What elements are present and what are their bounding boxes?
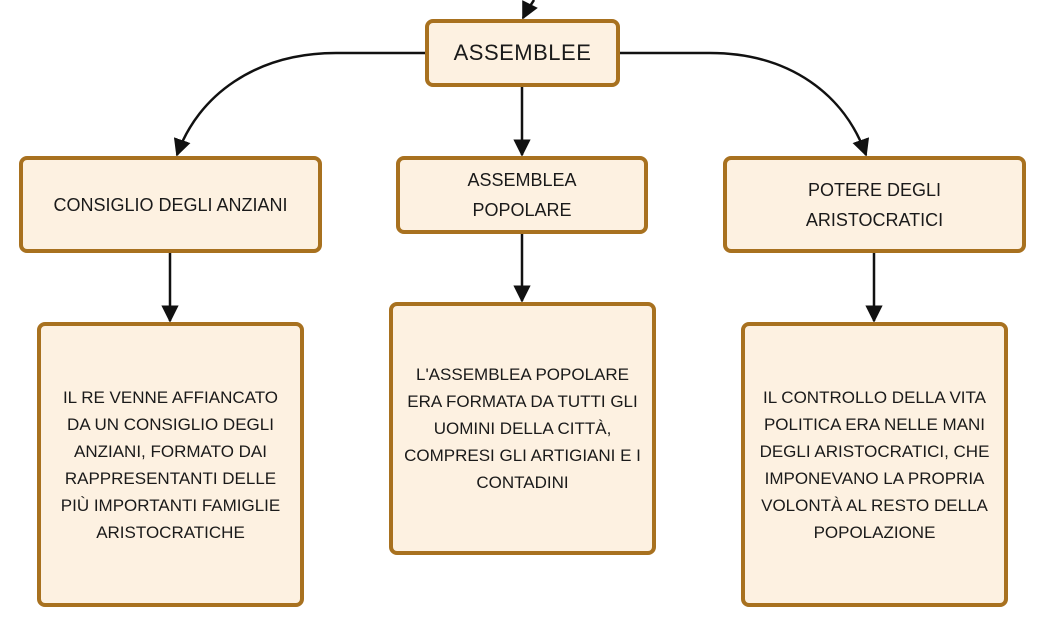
description-assemblea-text: L'ASSEMBLEA POPOLARE ERA FORMATA DA TUTTI GLI UOMINI DELLA CITTÀ, COMPRESI GLI ARTIGIANI E I CONTADINI xyxy=(404,365,641,492)
root-node-assemblee[interactable] xyxy=(425,19,620,87)
node-potere-label: POTERE DEGLI ARISTOCRATICI xyxy=(805,179,944,230)
incoming-connector xyxy=(523,0,534,18)
node-assemblea-label: ASSEMBLEA POPOLARE xyxy=(467,170,577,220)
connector-root-to-consiglio xyxy=(177,53,425,155)
description-assemblea-popolare[interactable] xyxy=(389,302,656,555)
description-potere-degli-aristocratici[interactable] xyxy=(741,322,1008,607)
node-consiglio-degli-anziani[interactable] xyxy=(19,156,322,253)
description-consiglio-text: IL RE VENNE AFFIANCATO DA UN CONSIGLIO DEGLI ANZIANI, FORMATO DAI RAPPRESENTANTI DELLE PIÙ IMPORTANTI FAMIGLIE ARISTOCRATICHE xyxy=(60,387,281,542)
node-potere-degli-aristocratici[interactable] xyxy=(723,156,1026,253)
node-consiglio-label: CONSIGLIO DEGLI ANZIANI xyxy=(53,194,288,215)
root-node-label: ASSEMBLEE xyxy=(453,40,592,65)
connector-root-to-potere xyxy=(620,53,866,155)
description-consiglio-degli-anziani[interactable] xyxy=(37,322,304,607)
description-potere-text: IL CONTROLLO DELLA VITA POLITICA ERA NELLE MANI DEGLI ARISTOCRATICI, CHE IMPONEVANO LA PROPRIA VOLONTÀ AL RESTO DELLA POPOLAZIONE xyxy=(759,387,990,542)
node-assemblea-popolare[interactable] xyxy=(396,156,648,234)
